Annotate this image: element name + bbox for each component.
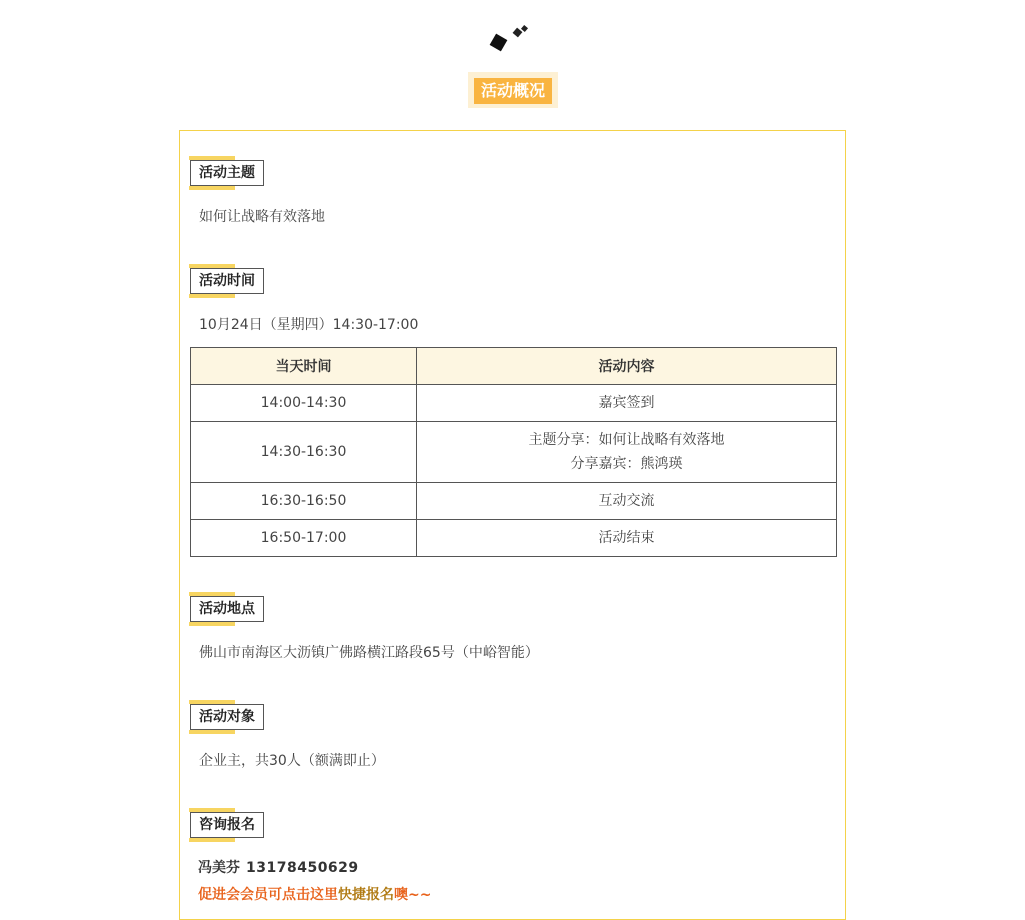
schedule-content-cell: 互动交流 — [417, 483, 837, 520]
schedule-time-cell: 14:00-14:30 — [191, 385, 417, 422]
overview-title: 活动概况 — [474, 78, 552, 104]
contact-info — [198, 857, 359, 877]
table-row — [191, 385, 837, 422]
schedule-header-content: 活动内容 — [417, 348, 837, 385]
time-text: 10月24日（星期四）14:30-17:00 — [199, 317, 419, 333]
schedule-content-cell: 活动结束 — [417, 520, 837, 557]
schedule-time-cell: 16:50-17:00 — [191, 520, 417, 557]
table-row — [191, 520, 837, 557]
signup-link-part1[interactable]: 促进会会员可点击这里 — [198, 887, 338, 903]
audience-text: 企业主，共30人（额满即止） — [199, 753, 385, 769]
signup-link-part2[interactable]: 快捷报名 — [338, 887, 394, 903]
schedule-time-cell: 16:30-16:50 — [191, 483, 417, 520]
section-label-theme: 活动主题 — [190, 160, 264, 186]
section-label-location: 活动地点 — [190, 596, 264, 622]
section-label-audience: 活动对象 — [190, 704, 264, 730]
section-label-time: 活动时间 — [190, 268, 264, 294]
section-header-signup — [189, 808, 309, 844]
location-text: 佛山市南海区大沥镇广佛路横江路段65号（中峪智能） — [199, 645, 539, 661]
overview-title-badge — [468, 72, 558, 108]
section-label-signup: 咨询报名 — [190, 812, 264, 838]
theme-text: 如何让战略有效落地 — [199, 209, 325, 225]
signup-link[interactable] — [198, 884, 431, 904]
signup-link-part3: 噢~~ — [394, 887, 432, 903]
schedule-content-cell: 嘉宾签到 — [417, 385, 837, 422]
schedule-time-cell: 14:30-16:30 — [191, 422, 417, 483]
contact-name: 冯美芬 — [198, 860, 240, 876]
schedule-header-time: 当天时间 — [191, 348, 417, 385]
table-row — [191, 422, 837, 483]
table-row — [191, 483, 837, 520]
schedule-table — [190, 347, 837, 557]
section-header-time — [189, 264, 309, 300]
section-header-audience — [189, 700, 309, 736]
contact-phone: 13178450629 — [246, 860, 359, 876]
decorative-diamonds-icon — [488, 24, 534, 54]
section-header-theme — [189, 156, 309, 192]
section-header-location — [189, 592, 309, 628]
schedule-content-cell: 主题分享：如何让战略有效落地 分享嘉宾：熊鸿瑛 — [417, 422, 837, 483]
